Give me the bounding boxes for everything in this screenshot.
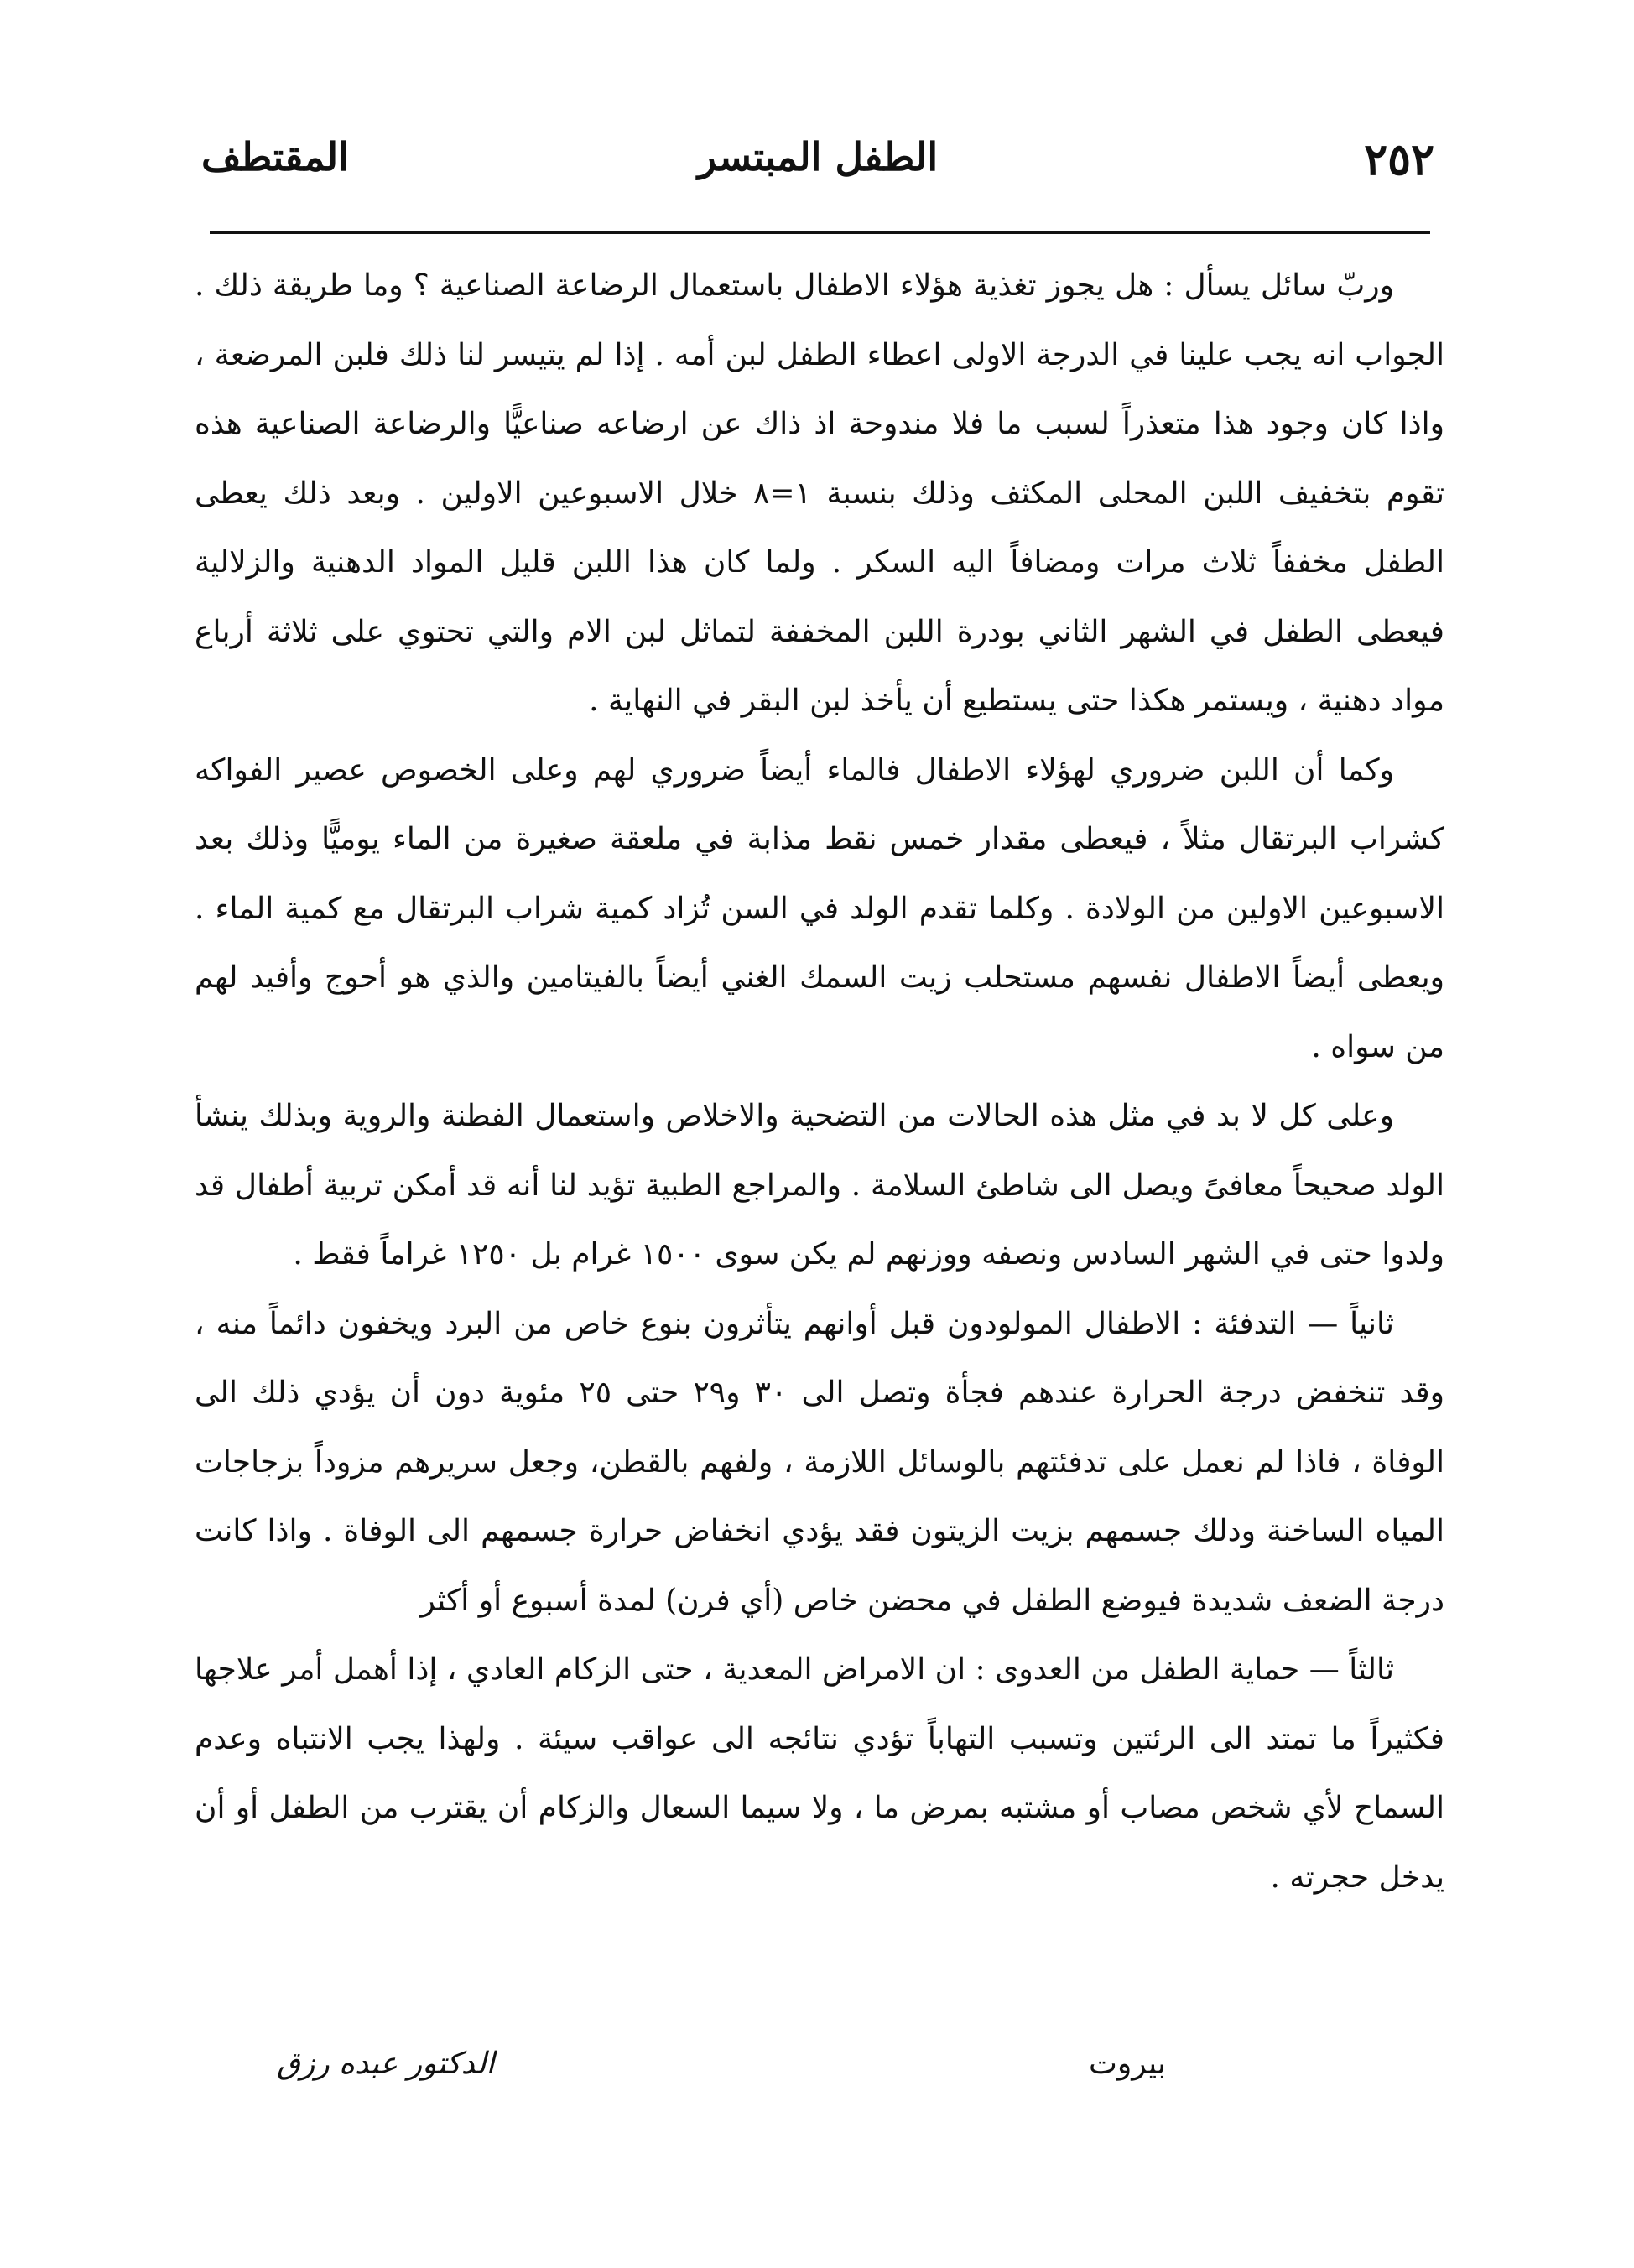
paragraph-devotion: وعلى كل لا بد في مثل هذه الحالات من التضحية والاخلاص واستعمال الفطنة والروية وبذلك ينشأ الولد صحيحاً معافىً ويصل الى شاطئ السلامة . والمراجع الطبية تؤيد لنا أنه قد أمكن تربية أطفال قد ولدوا حتى في الشهر السادس ونصفه ووزنهم لم يكن سوى ١٥٠٠ غرام بل ١٢٥٠ غراماً فقط .: [195, 1099, 1444, 1272]
article-body: [195, 252, 1444, 1912]
article-title: الطفل المبتسر: [697, 134, 939, 179]
paragraph-artificial-feeding: وربّ سائل يسأل : هل يجوز تغذية هؤلاء الاطفال باستعمال الرضاعة الصناعية ؟ وما طريقة ذلك . الجواب انه يجب علينا في الدرجة الاولى اعطاء الطفل لبن أمه . إذا لم يتيسر لنا ذلك فلبن المرضعة ، واذا كان وجود هذا متعذراً لسبب ما فلا مندوحة اذ ذاك عن ارضاعه صناعيًّا والرضاعة الصناعية هذه تقوم بتخفيف اللبن المحلى المكثف وذلك بنسبة ١=٨ خلال الاسبوعين الاولين . وبعد ذلك يعطى الطفل مخففاً ثلاث مرات ومضافاً اليه السكر . ولما كان هذا اللبن قليل المواد الدهنية والزلالية فيعطى الطفل في الشهر الثاني بودرة اللبن المخففة لتماثل لبن الام والتي تحتوي على ثلاثة أرباع مواد دهنية ، ويستمر هكذا حتى يستطيع أن يأخذ لبن البقر في النهاية .: [195, 268, 1444, 718]
journal-name: المقتطف: [201, 134, 349, 179]
signature-place: بيروت: [1088, 2047, 1166, 2081]
signature-author: الدكتور عبده رزق: [277, 2047, 495, 2081]
header-rule: [210, 231, 1430, 234]
paragraph-water-and-juice: وكما أن اللبن ضروري لهؤلاء الاطفال فالماء أيضاً ضروري لهم وعلى الخصوص عصير الفواكه كشراب البرتقال مثلاً ، فيعطى مقدار خمس نقط مذابة في ملعقة صغيرة من الماء يوميًّا وذلك بعد الاسبوعين الاولين من الولادة . وكلما تقدم الولد في السن تُزاد كمية شراب البرتقال مع كمية الماء . ويعطى أيضاً الاطفال نفسهم مستحلب زيت السمك الغني أيضاً بالفيتامين والذي هو أحوج وأفيد لهم من سواه .: [195, 752, 1444, 1064]
running-header: [201, 134, 1434, 210]
paragraph-warming: ثانياً — التدفئة : الاطفال المولودون قبل أوانهم يتأثرون بنوع خاص من البرد ويخفون دائماً منه ، وقد تنخفض درجة الحرارة عندهم فجأة وتصل الى ٣٠ و٢٩ حتى ٢٥ مئوية دون أن يؤدي ذلك الى الوفاة ، فاذا لم نعمل على تدفئتهم بالوسائل اللازمة ، ولفهم بالقطن، وجعل سريرهم مزوداً بزجاجات المياه الساخنة ودلك جسمهم بزيت الزيتون فقد يؤدي انخفاض حرارة جسمهم الى الوفاة . واذا كانت درجة الضعف شديدة فيوضع الطفل في محضن خاص (أي فرن) لمدة أسبوع أو أكثر: [195, 1306, 1445, 1618]
paragraph-infection-protection: ثالثاً — حماية الطفل من العدوى : ان الامراض المعدية ، حتى الزكام العادي ، إذا أهمل أمر علاجها فكثيراً ما تمتد الى الرئتين وتسبب التهاباً تؤدي نتائجه الى عواقب سيئة . ولهذا يجب الانتباه وعدم السماح لأي شخص مصاب أو مشتبه بمرض ما ، ولا سيما السعال والزكام أن يقترب من الطفل أو أن يدخل حجرته .: [195, 1652, 1444, 1895]
page-number: ٢٥٢: [1364, 134, 1434, 185]
